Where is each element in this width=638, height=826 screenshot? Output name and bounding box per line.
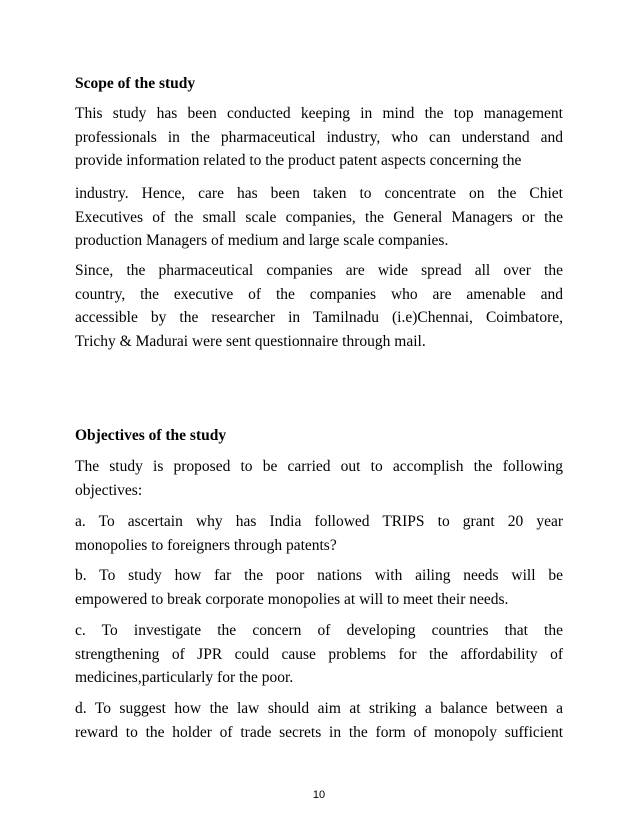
text-line: This study has been conducted keeping in mind the top management — [75, 105, 563, 122]
scope-heading: Scope of the study — [75, 75, 196, 92]
text-line: Since, the pharmaceutical companies are wide spread all over the — [75, 262, 563, 279]
text-line: industry. Hence, care has been taken to concentrate on the Chiet — [75, 185, 563, 202]
text-line: monopolies to foreigners through patents? — [75, 536, 337, 554]
objective-item-c — [75, 619, 563, 690]
objective-item-d — [75, 697, 563, 744]
scope-paragraph-3 — [75, 259, 563, 353]
text-line: country, the executive of the companies who are amenable and — [75, 285, 563, 303]
text-line: a. To ascertain why has India followed TRIPS to grant 20 year — [75, 513, 563, 530]
objective-item-b — [75, 564, 563, 611]
scope-paragraph-1 — [75, 102, 563, 173]
scope-paragraph-2 — [75, 182, 563, 253]
text-line: professionals in the pharmaceutical industry, who can understand and — [75, 128, 563, 146]
text-line: The study is proposed to be carried out to accomplish the following — [75, 458, 563, 475]
text-line: d. To suggest how the law should aim at striking a balance between a — [75, 700, 563, 717]
text-line: objectives: — [75, 481, 143, 499]
text-line: b. To study how far the poor nations with ailing needs will be — [75, 567, 563, 584]
text-line: Trichy & Madurai were sent questionnaire through mail. — [75, 332, 426, 350]
page-number: 10 — [312, 789, 326, 801]
objectives-heading: Objectives of the study — [75, 427, 227, 444]
text-line: provide information related to the product patent aspects concerning the — [75, 152, 522, 169]
text-line: accessible by the researcher in Tamilnadu (i.e)Chennai, Coimbatore, — [75, 309, 563, 326]
text-line: strengthening of JPR could cause problems for the affordability of — [75, 645, 563, 663]
text-line: empowered to break corporate monopolies at will to meet their needs. — [75, 590, 509, 608]
text-line: Executives of the small scale companies, the General Managers or the — [75, 208, 563, 226]
text-line: c. To investigate the concern of developing countries that the — [75, 622, 563, 639]
text-line: medicines,particularly for the poor. — [75, 669, 294, 686]
objective-item-a — [75, 510, 563, 557]
objectives-intro — [75, 455, 563, 502]
text-line: reward to the holder of trade secrets in the form of monopoly sufficient — [75, 723, 563, 741]
text-line: production Managers of medium and large scale companies. — [75, 232, 449, 249]
